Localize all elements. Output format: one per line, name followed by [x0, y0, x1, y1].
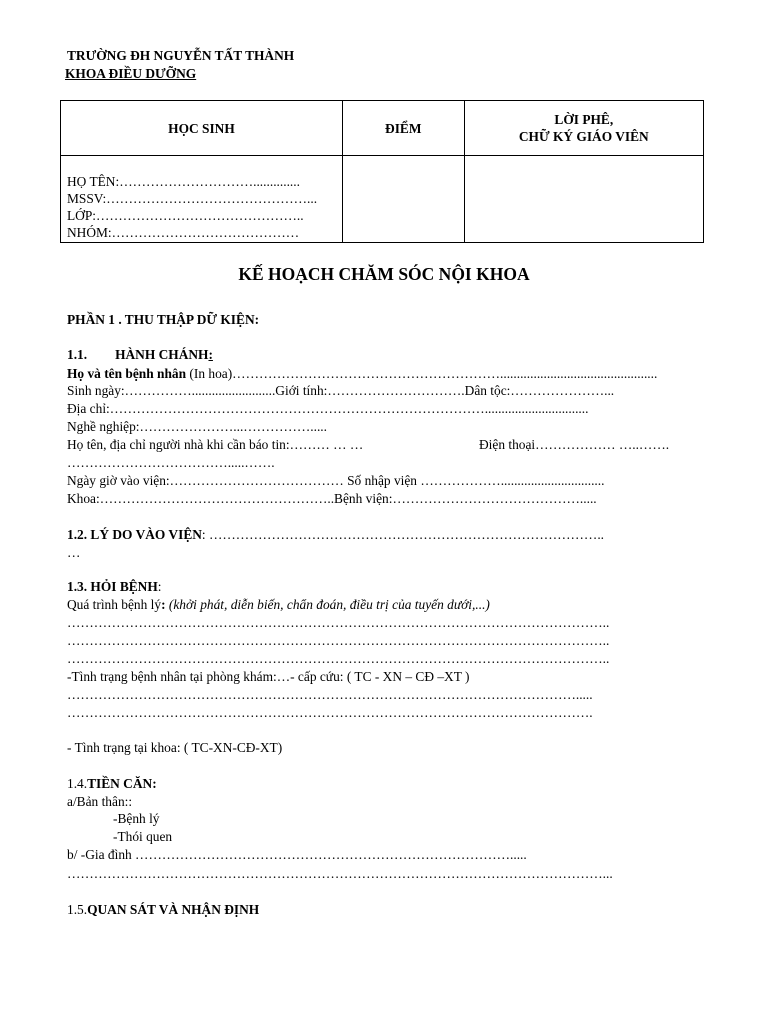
section-1-4-heading — [67, 776, 157, 791]
class-field[interactable]: LỚP:……………………………………….. — [67, 208, 304, 223]
clinic-status-dots-2[interactable]: ………………………………………………………………………………………………………. — [67, 705, 593, 720]
section-title: HÀNH CHÁNH — [115, 347, 209, 362]
history-colon: : — [157, 579, 162, 594]
section-1-5-heading — [67, 902, 259, 917]
school-name: TRƯỜNG ĐH NGUYỄN TẤT THÀNH — [67, 48, 295, 63]
habit-label: -Thói quen — [113, 829, 173, 844]
birth-gender-ethnic-line[interactable]: Sinh ngày:…………….........................Giới tính:………………………….Dân tộc:…………………... — [67, 383, 615, 398]
student-info-cell — [61, 156, 343, 243]
student-id-field[interactable]: MSSV:………………………………………... — [67, 191, 318, 206]
admission-line[interactable]: Ngày giờ vào viện:………………………………… Số nhập viện ………………............................... — [67, 473, 605, 488]
section-colon: : — [208, 347, 213, 362]
disease-process-dots-2[interactable]: ………………………………………………………………………………………………………….. — [67, 633, 610, 648]
disease-process-dots-1[interactable]: ………………………………………………………………………………………………………….. — [67, 615, 610, 630]
department-hospital-line[interactable]: Khoa:……………………………………………..Bệnh viện:……………………………………..... — [67, 491, 597, 506]
grade-table-header — [61, 101, 704, 156]
grade-table — [60, 100, 704, 243]
admission-reason-label: 1.2. LÝ DO VÀO VIỆN — [67, 527, 202, 542]
section-1-1-heading — [67, 347, 213, 362]
past-history-title: TIỀN CĂN: — [87, 776, 157, 791]
address-line[interactable]: Địa chỉ:…………………………………………………………………………............................... — [67, 401, 589, 416]
comment-column-header — [464, 101, 703, 156]
patient-name-line[interactable] — [67, 366, 657, 381]
clinic-status-line: -Tình trạng bệnh nhân tại phòng khám:…- cấp cứu: ( TC - XN – CĐ –XT ) — [67, 669, 470, 684]
patient-name-label: Họ và tên bệnh nhân — [67, 366, 187, 381]
job-line[interactable]: Nghề nghiệp:…………………...……………..... — [67, 419, 327, 434]
patient-name-dots: (In hoa)……………………………………………………............................................... — [186, 366, 658, 381]
section-number: 1.1. — [67, 347, 88, 362]
relative-line[interactable]: Họ tên, địa chỉ người nhà khi cần báo tin:……… … … — [67, 437, 364, 452]
student-column-header: HỌC SINH — [61, 101, 343, 156]
comment-cell[interactable] — [464, 156, 703, 243]
disease-process-colon: : — [161, 597, 169, 612]
comment-header-line1: LỜI PHÊ, — [554, 112, 614, 127]
comment-header-line2: CHỮ KÝ GIÁO VIÊN — [518, 129, 649, 144]
disease-process-dots-3[interactable]: ………………………………………………………………………………………………………….. — [67, 651, 610, 666]
admission-reason-continuation[interactable]: … — [67, 545, 81, 560]
group-field[interactable]: NHÓM:…………………………………… — [67, 225, 300, 240]
relative-continuation[interactable]: ……………………………….....……. — [67, 455, 275, 470]
phone-line[interactable]: Điện thoại……………… …..……. — [479, 437, 670, 452]
observation-title: QUAN SÁT VÀ NHẬN ĐỊNH — [87, 902, 260, 917]
family-history-line[interactable]: b/ -Gia đình …………………………………………………………………………..... — [67, 847, 527, 862]
student-name-field[interactable]: HỌ TÊN:………………………….............. — [67, 174, 300, 189]
score-cell[interactable] — [342, 156, 464, 243]
disease-process-label: Quá trình bệnh lý — [67, 597, 162, 612]
section-1-2-line[interactable] — [67, 527, 604, 542]
clinic-status-dots-1[interactable]: ……………………………………………………………………………………………………..... — [67, 687, 593, 702]
section-1-3-heading — [67, 579, 162, 594]
disease-history-label: -Bệnh lý — [113, 811, 160, 826]
past-history-number: 1.4. — [67, 776, 88, 791]
disease-process-line — [67, 597, 490, 612]
observation-number: 1.5. — [67, 902, 88, 917]
history-heading: 1.3. HỎI BỆNH — [67, 579, 158, 594]
personal-history-label: a/Bản thân:: — [67, 794, 133, 809]
faculty-name: KHOA ĐIỀU DƯỠNG — [65, 66, 197, 81]
grade-table-body — [61, 156, 704, 243]
family-history-dots[interactable]: …………………………………………………………………………………………………………... — [67, 866, 613, 881]
score-column-header: ĐIỂM — [342, 101, 464, 156]
ward-status-line: - Tình trạng tại khoa: ( TC-XN-CĐ-XT) — [67, 740, 283, 755]
document-title: KẾ HOẠCH CHĂM SÓC NỘI KHOA — [238, 264, 530, 284]
disease-process-hint: (khởi phát, diễn biến, chẩn đoán, điều trị của tuyến dưới,...) — [168, 597, 490, 612]
admission-reason-dots: : …………………………………………………………………………….. — [201, 527, 605, 542]
part1-heading: PHẦN 1 . THU THẬP DỮ KIỆN: — [67, 312, 260, 327]
